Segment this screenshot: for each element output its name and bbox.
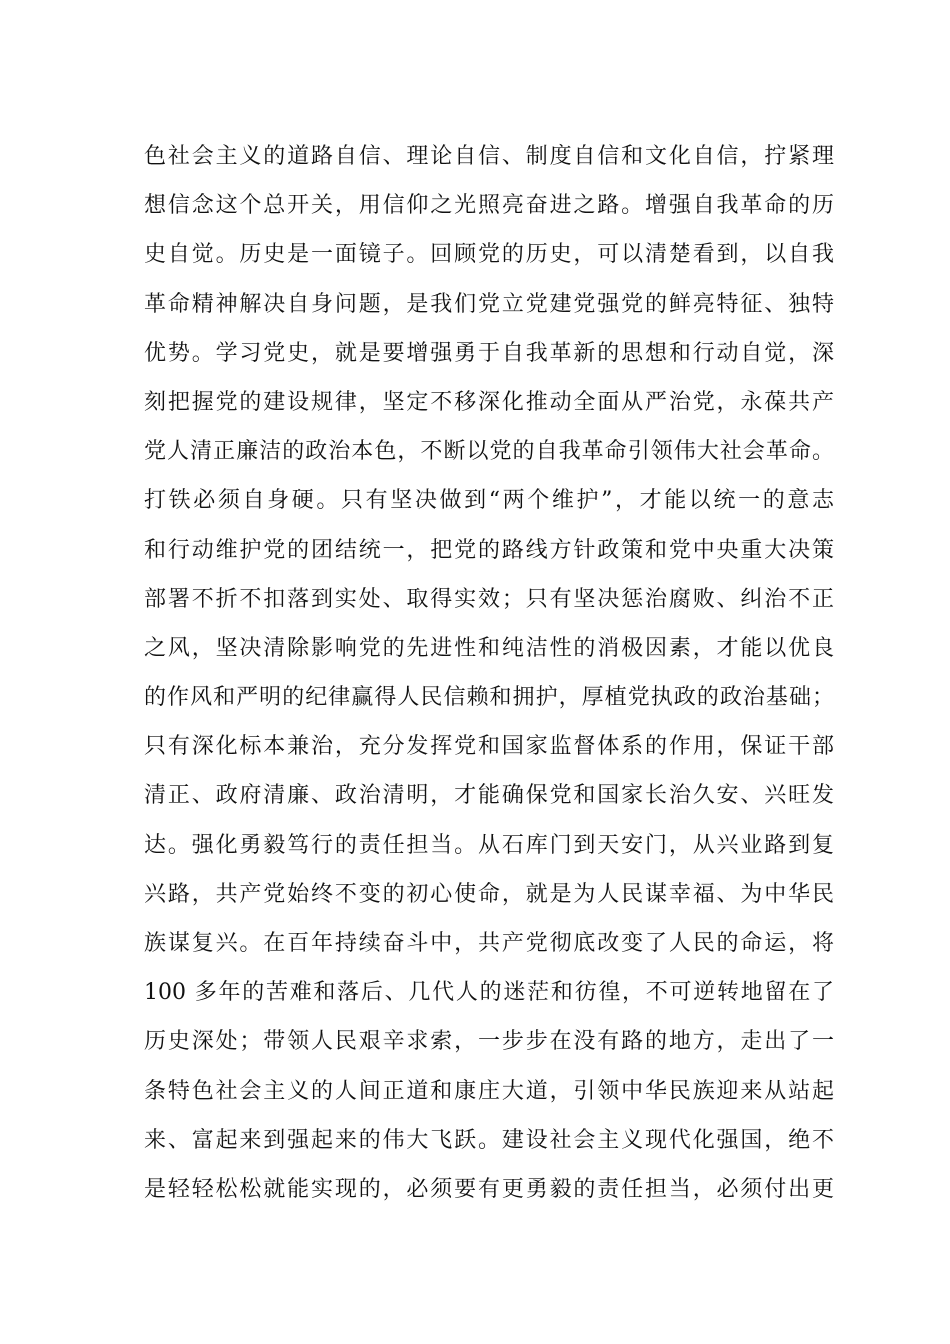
text-line-20: 条特色社会主义的人间正道和康庄大道，引领中华民族迎来从站起 — [144, 1078, 834, 1104]
text-line-3: 史自觉。历史是一面镜子。回顾党的历史，可以清楚看到，以自我 — [144, 242, 834, 268]
text-line-15: 达。强化勇毅笃行的责任担当。从石库门到天安门，从兴业路到复 — [144, 832, 834, 858]
text-line-14: 清正、政府清廉、政治清明，才能确保党和国家长治久安、兴旺发 — [144, 783, 834, 809]
text-line-21: 来、富起来到强起来的伟大飞跃。建设社会主义现代化强国，绝不 — [144, 1127, 834, 1153]
text-line-5: 优势。学习党史，就是要增强勇于自我革新的思想和行动自觉，深 — [144, 340, 834, 366]
text-line-19: 历史深处；带领人民艰辛求索，一步步在没有路的地方，走出了一 — [144, 1029, 834, 1055]
text-line-8: 打铁必须自身硬。只有坚决做到“两个维护”，才能以统一的意志 — [144, 488, 834, 514]
text-line-13: 只有深化标本兼治，充分发挥党和国家监督体系的作用，保证干部 — [144, 734, 834, 760]
text-line-17: 族谋复兴。在百年持续奋斗中，共产党彻底改变了人民的命运，将 — [144, 931, 834, 956]
text-line-9: 和行动维护党的团结统一，把党的路线方针政策和党中央重大决策 — [144, 537, 834, 563]
text-line-1: 色社会主义的道路自信、理论自信、制度自信和文化自信，拧紧理 — [144, 144, 834, 169]
text-line-16: 兴路，共产党始终不变的初心使命，就是为人民谋幸福、为中华民 — [144, 881, 834, 907]
text-line-18: 100 多年的苦难和落后、几代人的迷茫和彷徨，不可逆转地留在了 — [144, 980, 834, 1006]
text-line-7: 党人清正廉洁的政治本色，不断以党的自我革命引领伟大社会革命。 — [144, 439, 834, 465]
body-paragraph — [144, 132, 834, 1214]
text-line-4: 革命精神解决自身问题，是我们党立党建党强党的鲜亮特征、独特 — [144, 291, 834, 317]
text-line-11: 之风，坚决清除影响党的先进性和纯洁性的消极因素，才能以优良 — [144, 635, 834, 661]
text-line-10: 部署不折不扣落到实处、取得实效；只有坚决惩治腐败、纠治不正 — [144, 586, 834, 612]
text-line-12: 的作风和严明的纪律赢得人民信赖和拥护，厚植党执政的政治基础； — [144, 685, 834, 711]
text-line-6: 刻把握党的建设规律，坚定不移深化推动全面从严治党，永葆共产 — [144, 389, 834, 415]
text-line-22: 是轻轻松松就能实现的，必须要有更勇毅的责任担当，必须付出更 — [144, 1176, 834, 1202]
text-line-2: 想信念这个总开关，用信仰之光照亮奋进之路。增强自我革命的历 — [144, 193, 834, 219]
